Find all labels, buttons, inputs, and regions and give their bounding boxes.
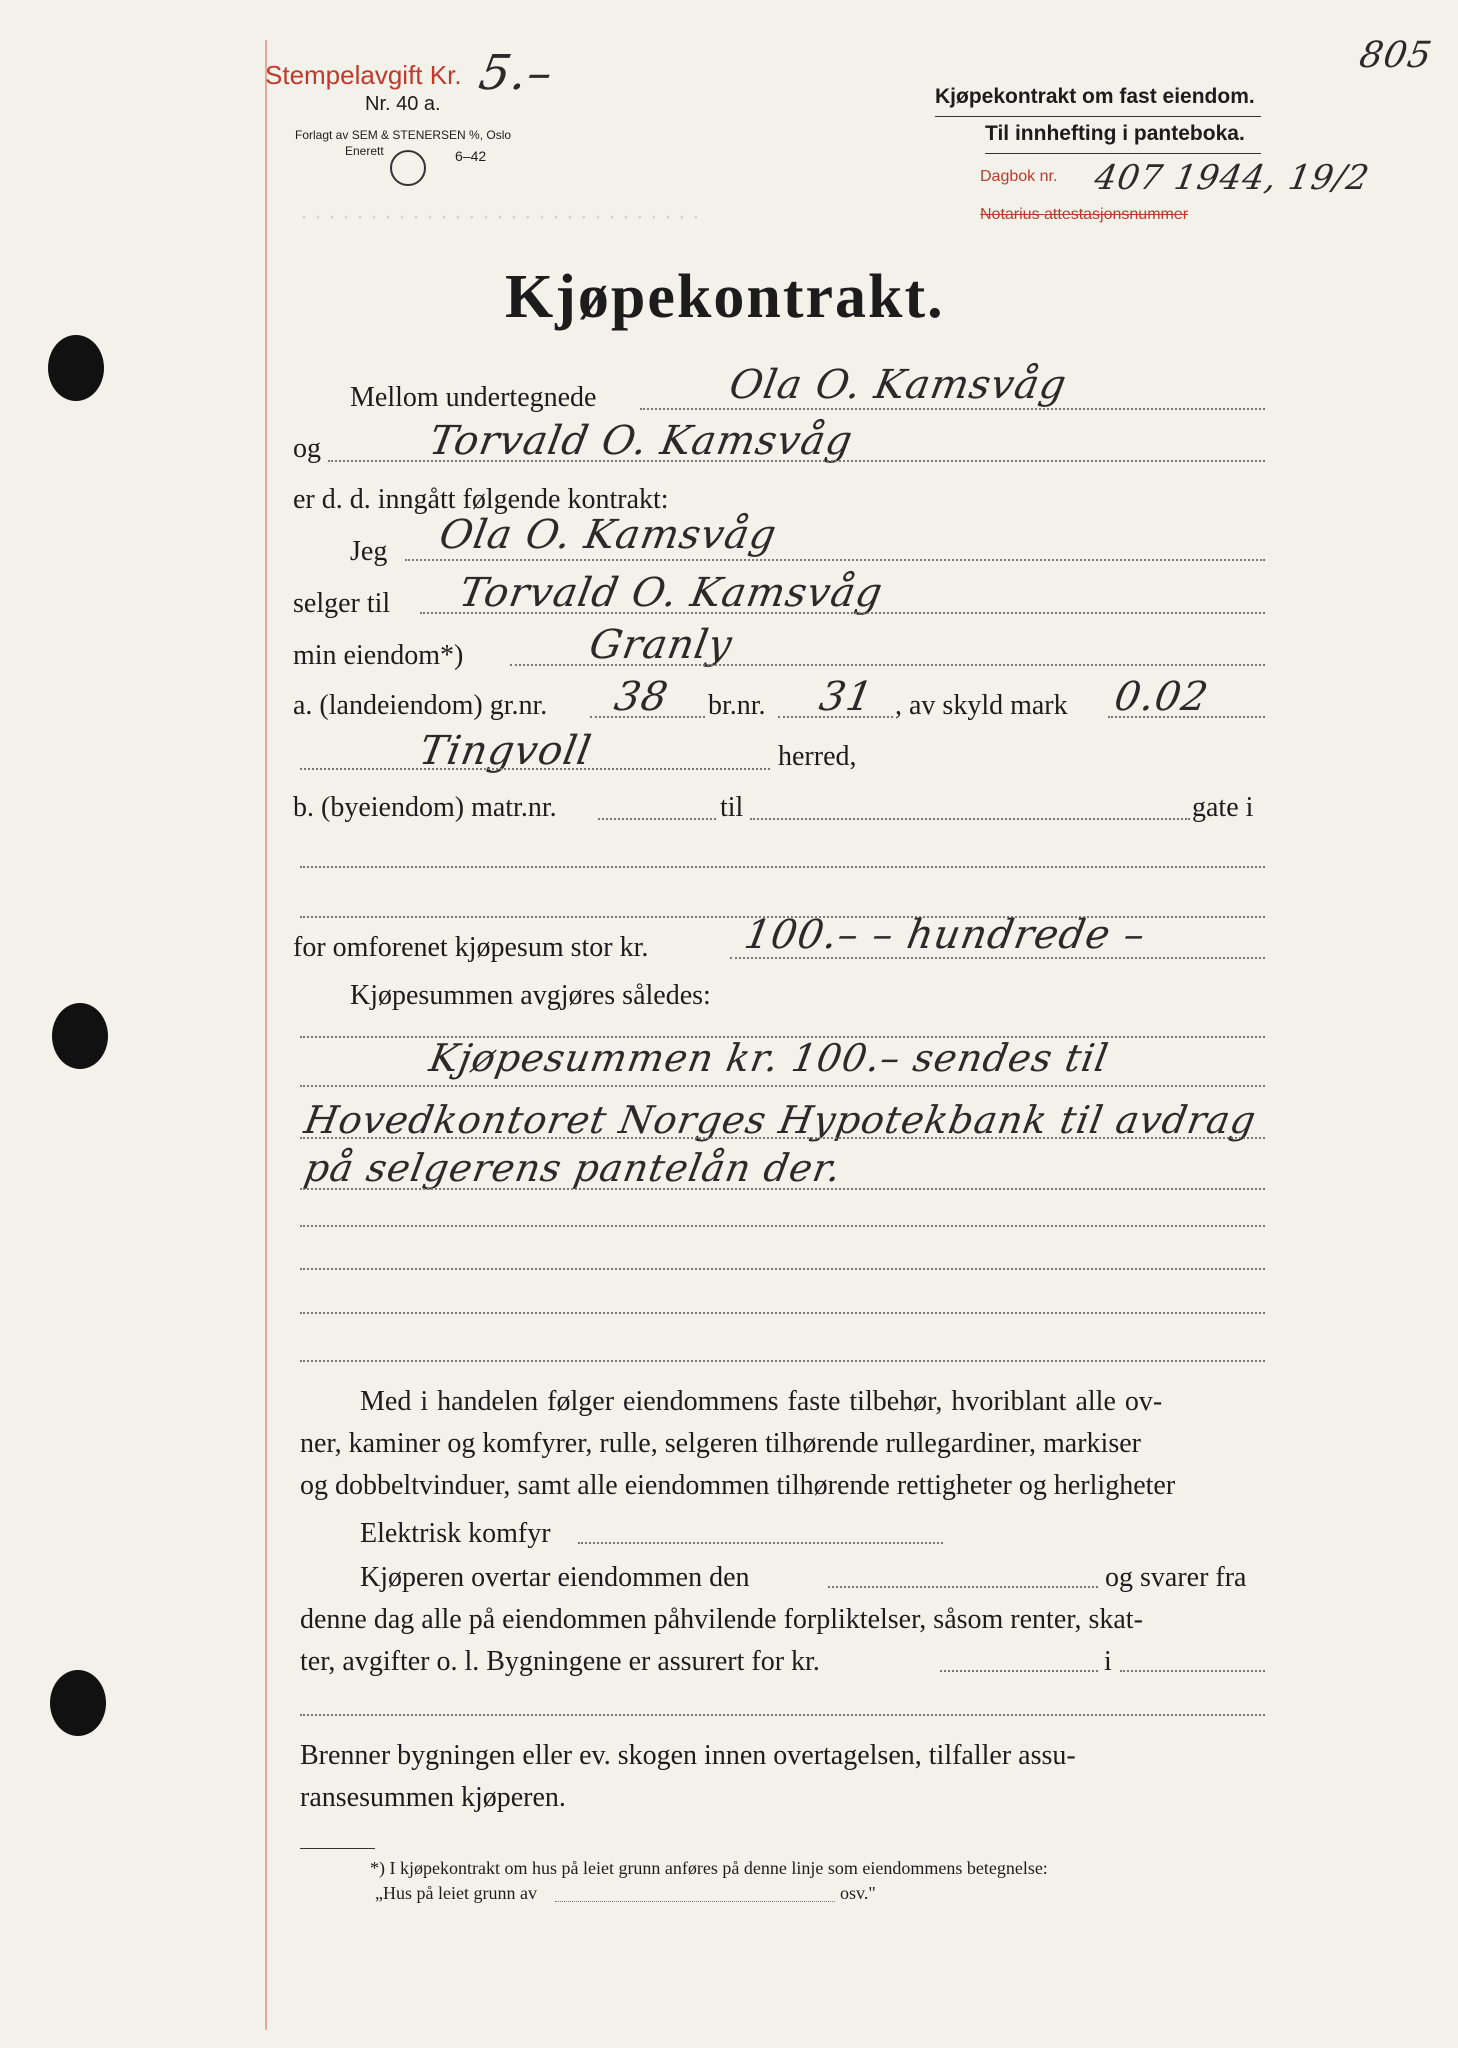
property-line bbox=[510, 664, 1265, 666]
publisher-logo bbox=[390, 150, 426, 186]
electric-stove: Elektrisk komfyr bbox=[360, 1518, 551, 1549]
form-number: Nr. 40 a. bbox=[365, 93, 441, 115]
price-line bbox=[730, 957, 1265, 959]
party1-line bbox=[640, 408, 1265, 410]
punch-hole-bottom bbox=[50, 1670, 106, 1736]
herred-handwritten: Tingvoll bbox=[415, 728, 596, 774]
city-extra-line-1 bbox=[300, 866, 1265, 868]
journal-notice: Notarius attestasjonsnummer bbox=[980, 206, 1189, 223]
party1-handwritten: Ola O. Kamsvåg bbox=[725, 362, 1071, 408]
journal-entry: 407 1944, 19/2 bbox=[1091, 158, 1373, 198]
publisher-rights: Enerett bbox=[345, 144, 384, 158]
gr-nr-line bbox=[590, 716, 705, 718]
stamp-duty-label: Stempelavgift Kr. bbox=[265, 60, 462, 90]
gr-nr-handwritten: 38 bbox=[610, 674, 672, 720]
payment-handwritten-1: Kjøpesummen kr. 100.– sendes til bbox=[426, 1036, 1113, 1080]
takeover-line-1b: og svarer fra bbox=[1105, 1562, 1247, 1593]
til-label: til bbox=[720, 792, 744, 823]
gate-label: gate i bbox=[1192, 792, 1254, 823]
payment-line-3 bbox=[300, 1188, 1265, 1190]
takeover-date-line bbox=[828, 1586, 1098, 1588]
land-label: a. (landeiendom) gr.nr. bbox=[293, 690, 548, 721]
stamp-duty-amount: 5.– bbox=[475, 45, 558, 101]
takeover-line-2: denne dag alle på eiendommen påhvilende forpliktelser, såsom renter, skat- bbox=[300, 1604, 1143, 1635]
party2-handwritten: Torvald O. Kamsvåg bbox=[425, 418, 857, 464]
header-line-2: Til innhefting i panteboka. bbox=[985, 122, 1245, 145]
city-label: b. (byeiendom) matr.nr. bbox=[293, 792, 557, 823]
payment-line-6 bbox=[300, 1312, 1265, 1314]
price-handwritten: 100.– – hundrede – bbox=[740, 912, 1150, 958]
payment-handwritten-2: Hovedkontoret Norges Hypotekbank til avdrag bbox=[301, 1098, 1260, 1142]
br-nr-label: br.nr. bbox=[708, 690, 766, 721]
header-rule-1 bbox=[935, 116, 1261, 117]
insurance-amount-line bbox=[940, 1670, 1098, 1672]
publisher: Forlagt av SEM & STENERSEN %, Oslo bbox=[295, 128, 512, 142]
matr-nr-line bbox=[598, 818, 716, 820]
and-label: og bbox=[293, 433, 321, 464]
included-line-3: og dobbeltvinduer, samt alle eiendommen tilhørende rettigheter og herligheter bbox=[300, 1470, 1176, 1501]
insurance-extra-line bbox=[300, 1714, 1265, 1716]
electric-line bbox=[578, 1542, 943, 1544]
payment-handwritten-3: på selgerens pantelån der. bbox=[301, 1146, 846, 1190]
payment-label: Kjøpesummen avgjøres således: bbox=[350, 980, 711, 1011]
journal-label: Dagbok nr. bbox=[980, 168, 1058, 185]
form-edition: 6–42 bbox=[455, 148, 487, 164]
payment-line-4 bbox=[300, 1225, 1265, 1227]
br-nr-line bbox=[778, 716, 893, 718]
punch-hole-middle bbox=[52, 1003, 108, 1069]
bleed-through-text: · · · · · · · · · · · · · · · · · · · · · · · · · · · · · bbox=[300, 205, 700, 231]
skyld-line bbox=[1108, 716, 1265, 718]
skyld-handwritten: 0.02 bbox=[1110, 674, 1213, 720]
property-handwritten: Granly bbox=[585, 622, 737, 668]
payment-line-7 bbox=[300, 1360, 1265, 1362]
document-title: Kjøpekontrakt. bbox=[505, 263, 945, 331]
party2-line bbox=[328, 460, 1265, 462]
red-margin-line bbox=[265, 40, 267, 2030]
i-label: Jeg bbox=[350, 536, 388, 567]
takeover-line-1a: Kjøperen overtar eiendommen den bbox=[360, 1562, 750, 1593]
street-line bbox=[750, 818, 1190, 820]
included-line-1: Med i handelen følger eiendommens faste tilbehør, hvoriblant alle ov- bbox=[360, 1386, 1163, 1417]
payment-line-5 bbox=[300, 1268, 1265, 1270]
buyer-handwritten: Torvald O. Kamsvåg bbox=[455, 570, 887, 616]
seller-line bbox=[405, 559, 1265, 561]
punch-hole-top bbox=[48, 335, 104, 401]
takeover-line-3a: ter, avgifter o. l. Bygningene er assurert for kr. bbox=[300, 1646, 820, 1677]
footnote-rule bbox=[300, 1848, 375, 1849]
footnote-line-1: *) I kjøpekontrakt om hus på leiet grunn anføres på denne linje som eiendommens betegnelse: bbox=[370, 1858, 1048, 1878]
fire-line-1: Brenner bygningen eller ev. skogen innen overtagelsen, tilfaller assu- bbox=[300, 1740, 1076, 1771]
herred-line bbox=[300, 768, 770, 770]
page-number: 805 bbox=[1356, 35, 1436, 76]
sells-to-label: selger til bbox=[293, 588, 391, 619]
br-nr-handwritten: 31 bbox=[815, 674, 877, 720]
payment-line-1 bbox=[300, 1085, 1265, 1087]
header-rule-2 bbox=[985, 153, 1261, 154]
herred-label: herred, bbox=[778, 741, 857, 772]
agreed-label: er d. d. inngått følgende kontrakt: bbox=[293, 484, 669, 515]
insurance-place-line bbox=[1120, 1670, 1265, 1672]
takeover-line-3b: i bbox=[1104, 1646, 1112, 1677]
buyer-line bbox=[420, 612, 1265, 614]
footnote-line-2a: „Hus på leiet grunn av bbox=[375, 1883, 537, 1903]
property-label: min eiendom*) bbox=[293, 640, 464, 671]
footnote-line-2b: osv." bbox=[840, 1883, 876, 1903]
price-label: for omforenet kjøpesum stor kr. bbox=[293, 932, 649, 963]
fire-line-2: ransesummen kjøperen. bbox=[300, 1782, 566, 1813]
included-line-2: ner, kaminer og komfyrer, rulle, selgeren tilhørende rullegardiner, markiser bbox=[300, 1428, 1141, 1459]
payment-line-2 bbox=[300, 1137, 1265, 1139]
between-label: Mellom undertegnede bbox=[350, 382, 597, 413]
footnote-line bbox=[555, 1901, 835, 1902]
header-line-1: Kjøpekontrakt om fast eiendom. bbox=[935, 85, 1255, 108]
skyld-label: , av skyld mark bbox=[895, 690, 1068, 721]
seller-handwritten: Ola O. Kamsvåg bbox=[435, 512, 781, 558]
